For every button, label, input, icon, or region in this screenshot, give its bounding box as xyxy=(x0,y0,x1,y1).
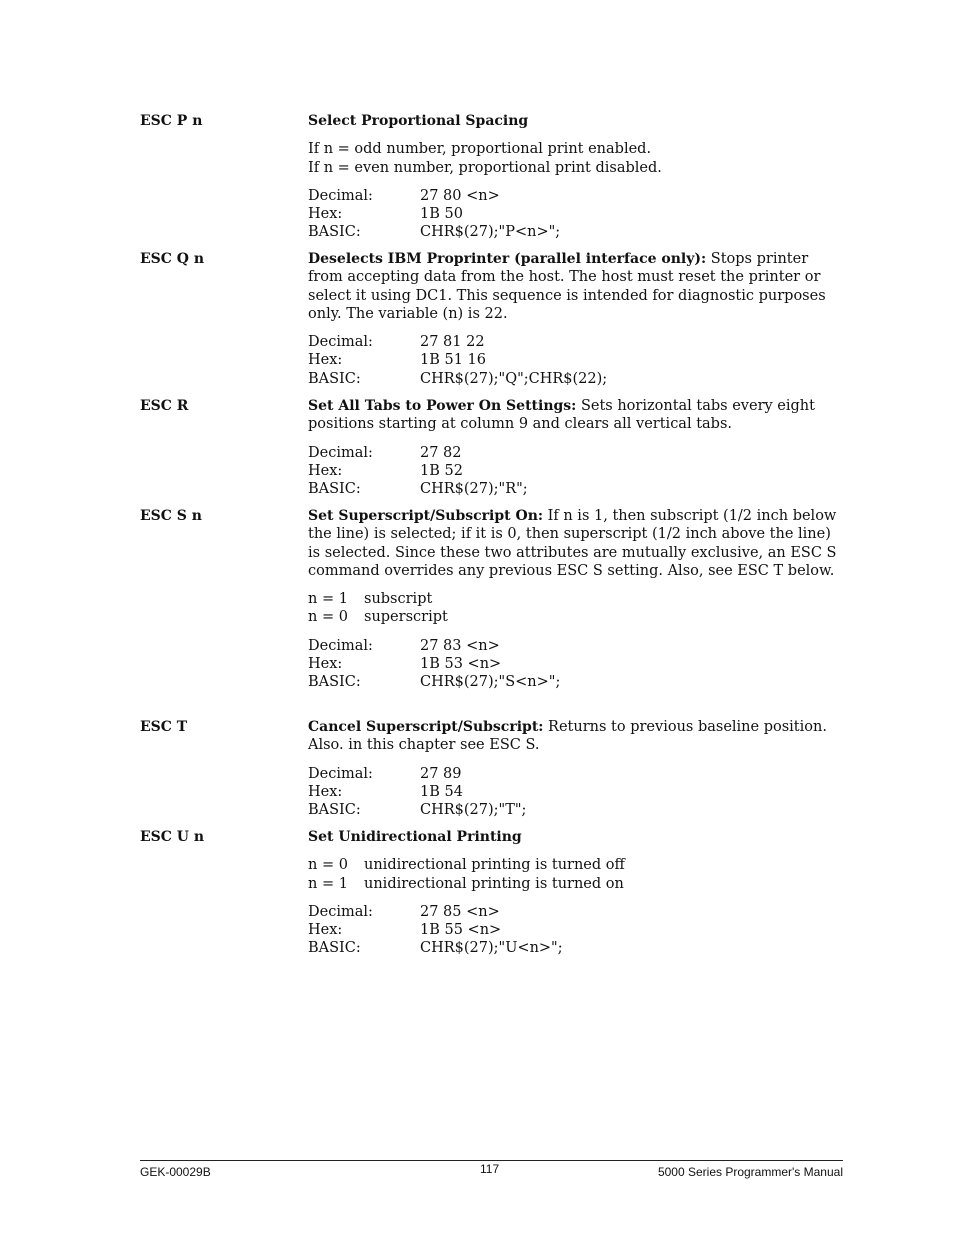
option-row xyxy=(308,608,843,626)
code-value: CHR$(27);"P<n>"; xyxy=(420,224,561,241)
code-row-decimal xyxy=(308,903,843,921)
code-value: 27 80 <n> xyxy=(420,187,500,204)
option-row xyxy=(308,875,843,893)
code-row-decimal xyxy=(308,765,843,783)
code-value: 27 85 <n> xyxy=(420,903,500,920)
code-row-hex xyxy=(308,462,843,480)
code-table xyxy=(308,765,843,820)
command-code: ESC Q n xyxy=(140,251,205,267)
option-value: superscript xyxy=(364,609,448,626)
code-row-decimal xyxy=(308,333,843,351)
code-value: CHR$(27);"Q";CHR$(22); xyxy=(420,370,608,387)
option-key: n = 1 xyxy=(308,591,348,608)
code-row-basic xyxy=(308,939,843,957)
command-desc: If n is 1, then subscript (1/2 inch below the line) is selected; if it is 0, then superscript (1/2 inch above the line) is selected. Since these two attributes are mutually exclusive, an ESC S command overrides any previous ESC S setting. Also, see ESC T below. xyxy=(308,508,837,579)
command-code: ESC U n xyxy=(140,829,205,845)
code-value: CHR$(27);"S<n>"; xyxy=(420,674,561,691)
option-row xyxy=(308,856,843,874)
option-key: n = 1 xyxy=(308,875,348,892)
code-table xyxy=(308,637,843,692)
code-row-decimal xyxy=(308,637,843,655)
code-label: BASIC: xyxy=(308,674,361,691)
code-label: Decimal: xyxy=(308,444,373,461)
code-label: Decimal: xyxy=(308,903,373,920)
code-value: 27 82 xyxy=(420,444,462,461)
code-row-hex xyxy=(308,655,843,673)
command-desc: Sets horizontal tabs every eight positions starting at column 9 and clears all vertical tabs. xyxy=(308,398,815,433)
code-label: BASIC: xyxy=(308,224,361,241)
code-label: BASIC: xyxy=(308,940,361,957)
code-value: 27 83 <n> xyxy=(420,637,500,654)
command-desc: Stops printer from accepting data from the host. The host must reset the printer or select it using DC1. This sequence is intended for diagnostic purposes only. The variable (n) is 22. xyxy=(308,251,826,322)
code-row-basic xyxy=(308,223,843,241)
code-table xyxy=(308,444,843,499)
note-line: If n = even number, proportional print disabled. xyxy=(308,159,662,176)
document-id: GEK-00029B xyxy=(140,1165,211,1179)
note-line: If n = odd number, proportional print enabled. xyxy=(308,141,652,158)
command-title: Select Proportional Spacing xyxy=(308,113,529,129)
code-value: 27 89 xyxy=(420,765,462,782)
option-value: subscript xyxy=(364,591,433,608)
command-description xyxy=(308,828,843,968)
option-key: n = 0 xyxy=(308,609,348,626)
code-table xyxy=(308,903,843,958)
code-table xyxy=(308,187,843,242)
code-row-hex xyxy=(308,783,843,801)
option-row xyxy=(308,590,843,608)
command-code: ESC T xyxy=(140,719,188,735)
command-title: Set Superscript/Subscript On: xyxy=(308,508,544,524)
manual-title: 5000 Series Programmer's Manual xyxy=(657,1165,843,1179)
code-row-basic xyxy=(308,673,843,691)
code-value: CHR$(27);"U<n>"; xyxy=(420,940,563,957)
code-row-hex xyxy=(308,205,843,223)
code-label: Decimal: xyxy=(308,765,373,782)
option-list xyxy=(308,856,843,893)
command-description xyxy=(308,112,843,252)
code-value: 27 81 22 xyxy=(420,334,485,351)
command-code: ESC R xyxy=(140,398,189,414)
code-row-basic xyxy=(308,370,843,388)
page-footer xyxy=(140,1160,843,1183)
command-code: ESC P n xyxy=(140,113,203,129)
option-value: unidirectional printing is turned on xyxy=(364,875,624,892)
code-label: Hex: xyxy=(308,783,343,800)
code-label: BASIC: xyxy=(308,370,361,387)
command-code: ESC S n xyxy=(140,508,202,524)
command-description xyxy=(308,507,843,702)
command-description xyxy=(308,397,843,508)
code-label: Decimal: xyxy=(308,637,373,654)
code-value: 1B 50 xyxy=(420,206,463,223)
code-value: 1B 51 16 xyxy=(420,352,487,369)
option-key: n = 0 xyxy=(308,857,348,874)
code-label: Hex: xyxy=(308,656,343,673)
code-row-hex xyxy=(308,921,843,939)
command-title: Set Unidirectional Printing xyxy=(308,829,522,845)
code-label: Hex: xyxy=(308,462,343,479)
command-description xyxy=(308,718,843,829)
code-row-basic xyxy=(308,480,843,498)
code-row-hex xyxy=(308,351,843,369)
option-value: unidirectional printing is turned off xyxy=(364,857,625,874)
command-title: Cancel Superscript/Subscript: xyxy=(308,719,544,735)
code-label: Hex: xyxy=(308,922,343,939)
code-label: BASIC: xyxy=(308,481,361,498)
code-label: Hex: xyxy=(308,206,343,223)
code-value: 1B 53 <n> xyxy=(420,656,502,673)
code-label: Hex: xyxy=(308,352,343,369)
command-title: Set All Tabs to Power On Settings: xyxy=(308,398,577,414)
code-label: BASIC: xyxy=(308,802,361,819)
page-number: 117 xyxy=(480,1162,500,1176)
code-table xyxy=(308,333,843,388)
code-row-decimal xyxy=(308,444,843,462)
code-value: 1B 54 xyxy=(420,783,463,800)
code-value: CHR$(27);"R"; xyxy=(420,481,528,498)
code-row-decimal xyxy=(308,187,843,205)
code-row-basic xyxy=(308,801,843,819)
code-value: 1B 55 <n> xyxy=(420,922,502,939)
code-label: Decimal: xyxy=(308,334,373,351)
code-label: Decimal: xyxy=(308,187,373,204)
command-description xyxy=(308,250,843,398)
command-desc: Returns to previous baseline position. Also. in this chapter see ESC S. xyxy=(308,719,827,754)
code-value: 1B 52 xyxy=(420,462,463,479)
option-list xyxy=(308,590,843,627)
command-title: Deselects IBM Proprinter (parallel interface only): xyxy=(308,251,707,267)
code-value: CHR$(27);"T"; xyxy=(420,802,527,819)
